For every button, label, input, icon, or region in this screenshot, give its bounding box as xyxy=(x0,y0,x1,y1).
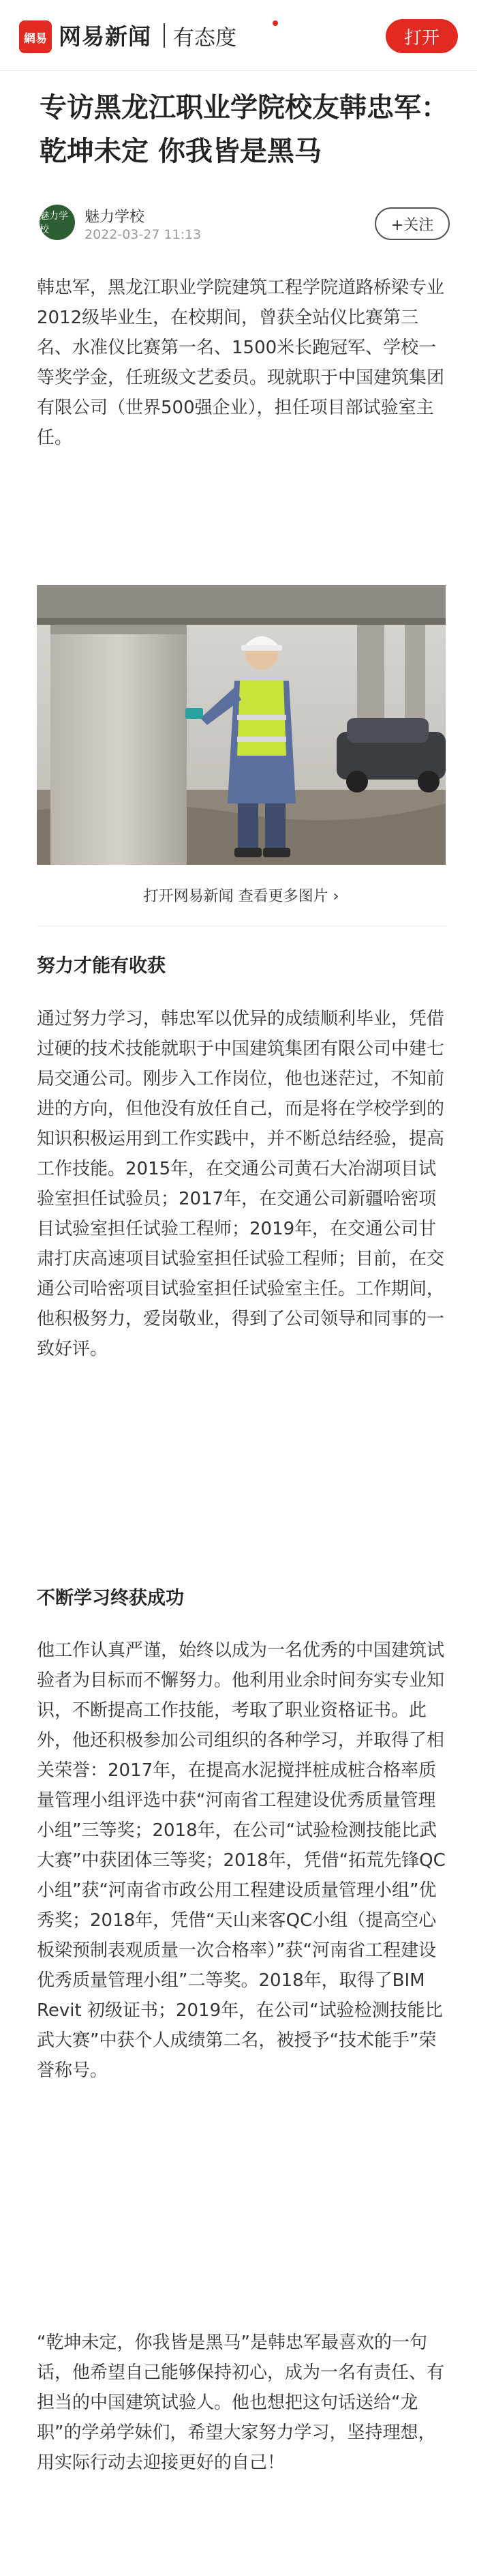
publish-date: 2022-03-27 11:13 xyxy=(84,227,202,242)
tagline-dot-icon xyxy=(273,20,278,26)
intro-paragraph: 韩忠军，黑龙江职业学院建筑工程学院道路桥梁专业2012级毕业生，在校期间，曾获全站仪比赛第三名、水准仪比赛第一名、1500米长跑冠军、学校一等奖学金，任班级文艺委员。现就职于中国建筑集团有限公司（世界500强企业），担任项目部试验室主任。 xyxy=(37,278,445,448)
logo-text: 網易 xyxy=(24,31,47,46)
more-photos-link[interactable]: 打开网易新闻 查看更多图片 › xyxy=(37,865,446,926)
section-heading-2: 不断学习终获成功 xyxy=(37,1588,184,1609)
brand-tagline: 有态度 xyxy=(173,26,236,50)
open-app-button[interactable]: 打开 xyxy=(386,19,458,53)
article-title: 专访黑龙江职业学院校友韩忠军：乾坤未定 你我皆是黑马 xyxy=(40,92,448,167)
author-name[interactable]: 魅力学校 xyxy=(84,209,145,226)
article-photo[interactable] xyxy=(37,585,446,865)
section-heading-1: 努力才能有收获 xyxy=(37,956,166,977)
section-1-paragraph: 通过努力学习，韩忠军以优异的成绩顺利毕业，凭借过硬的技术技能就职于中国建筑集团有限公司中建七局交通公司。刚步入工作岗位，他也迷茫过，不知前进的方向，但他没有放任自己，而是将在学校学到的知识积极运用到工作实践中，并不断总结经验，提高工作技能。2015年，在交通公司黄石大冶湖项目试验室担任试验员；2017年，在交通公司新疆哈密项目试验室担任试验工程师；2019年，在交通公司甘肃打庆高速项目试验室担任试验工程师；目前，在交通公司哈密项目试验室担任试验室主任。工作期间，他积极努力，爱岗敬业，得到了公司领导和同事的一致好评。 xyxy=(37,1009,445,1359)
author-avatar[interactable] xyxy=(40,205,75,240)
netease-logo-icon[interactable] xyxy=(19,20,52,53)
brand-divider xyxy=(164,23,165,48)
section-2-paragraph: 他工作认真严谨，始终以成为一名优秀的中国建筑试验者为目标而不懈努力。他利用业余时间夯实专业知识，不断提高工作技能，考取了职业资格证书。此外，他还积极参加公司组织的各种学习，并取得了相关荣誉：2017年，在提高水泥搅拌桩成桩合格率质量管理小组评选中获“河南省工程建设优秀质量管理小组”三等奖；2018年，在公司“试验检测技能比武大赛”中获团体三等奖；2018年，凭借“拓荒先锋QC小组”获“河南省市政公用工程建设质量管理小组”优秀奖；2018年，凭借“天山来客QC小组（提高空心板梁预制表观质量一次合格率）”获“河南省工程建设优秀质量管理小组”二等奖。2018年，取得了BIM Revit 初级证书；2019年，在公司“试验检测技能比武大赛”中获个人成绩第二名，被授予“技术能手”荣誉称号。 xyxy=(37,1640,446,2081)
author-avatar-text: 魅力学校 xyxy=(40,211,68,235)
follow-button[interactable]: +关注 xyxy=(375,207,450,240)
closing-paragraph: “乾坤未定，你我皆是黑马”是韩忠军最喜欢的一句话，他希望自己能够保持初心，成为一名有责任、有担当的中国建筑试验人。他也想把这句话送给“龙职”的学弟学妹们，希望大家努力学习，坚持理想，用实际行动去迎接更好的自己！ xyxy=(37,2333,445,2473)
photo-illustration xyxy=(37,585,446,865)
brand-name: 网易新闻 xyxy=(59,23,151,50)
top-bar xyxy=(0,0,477,71)
